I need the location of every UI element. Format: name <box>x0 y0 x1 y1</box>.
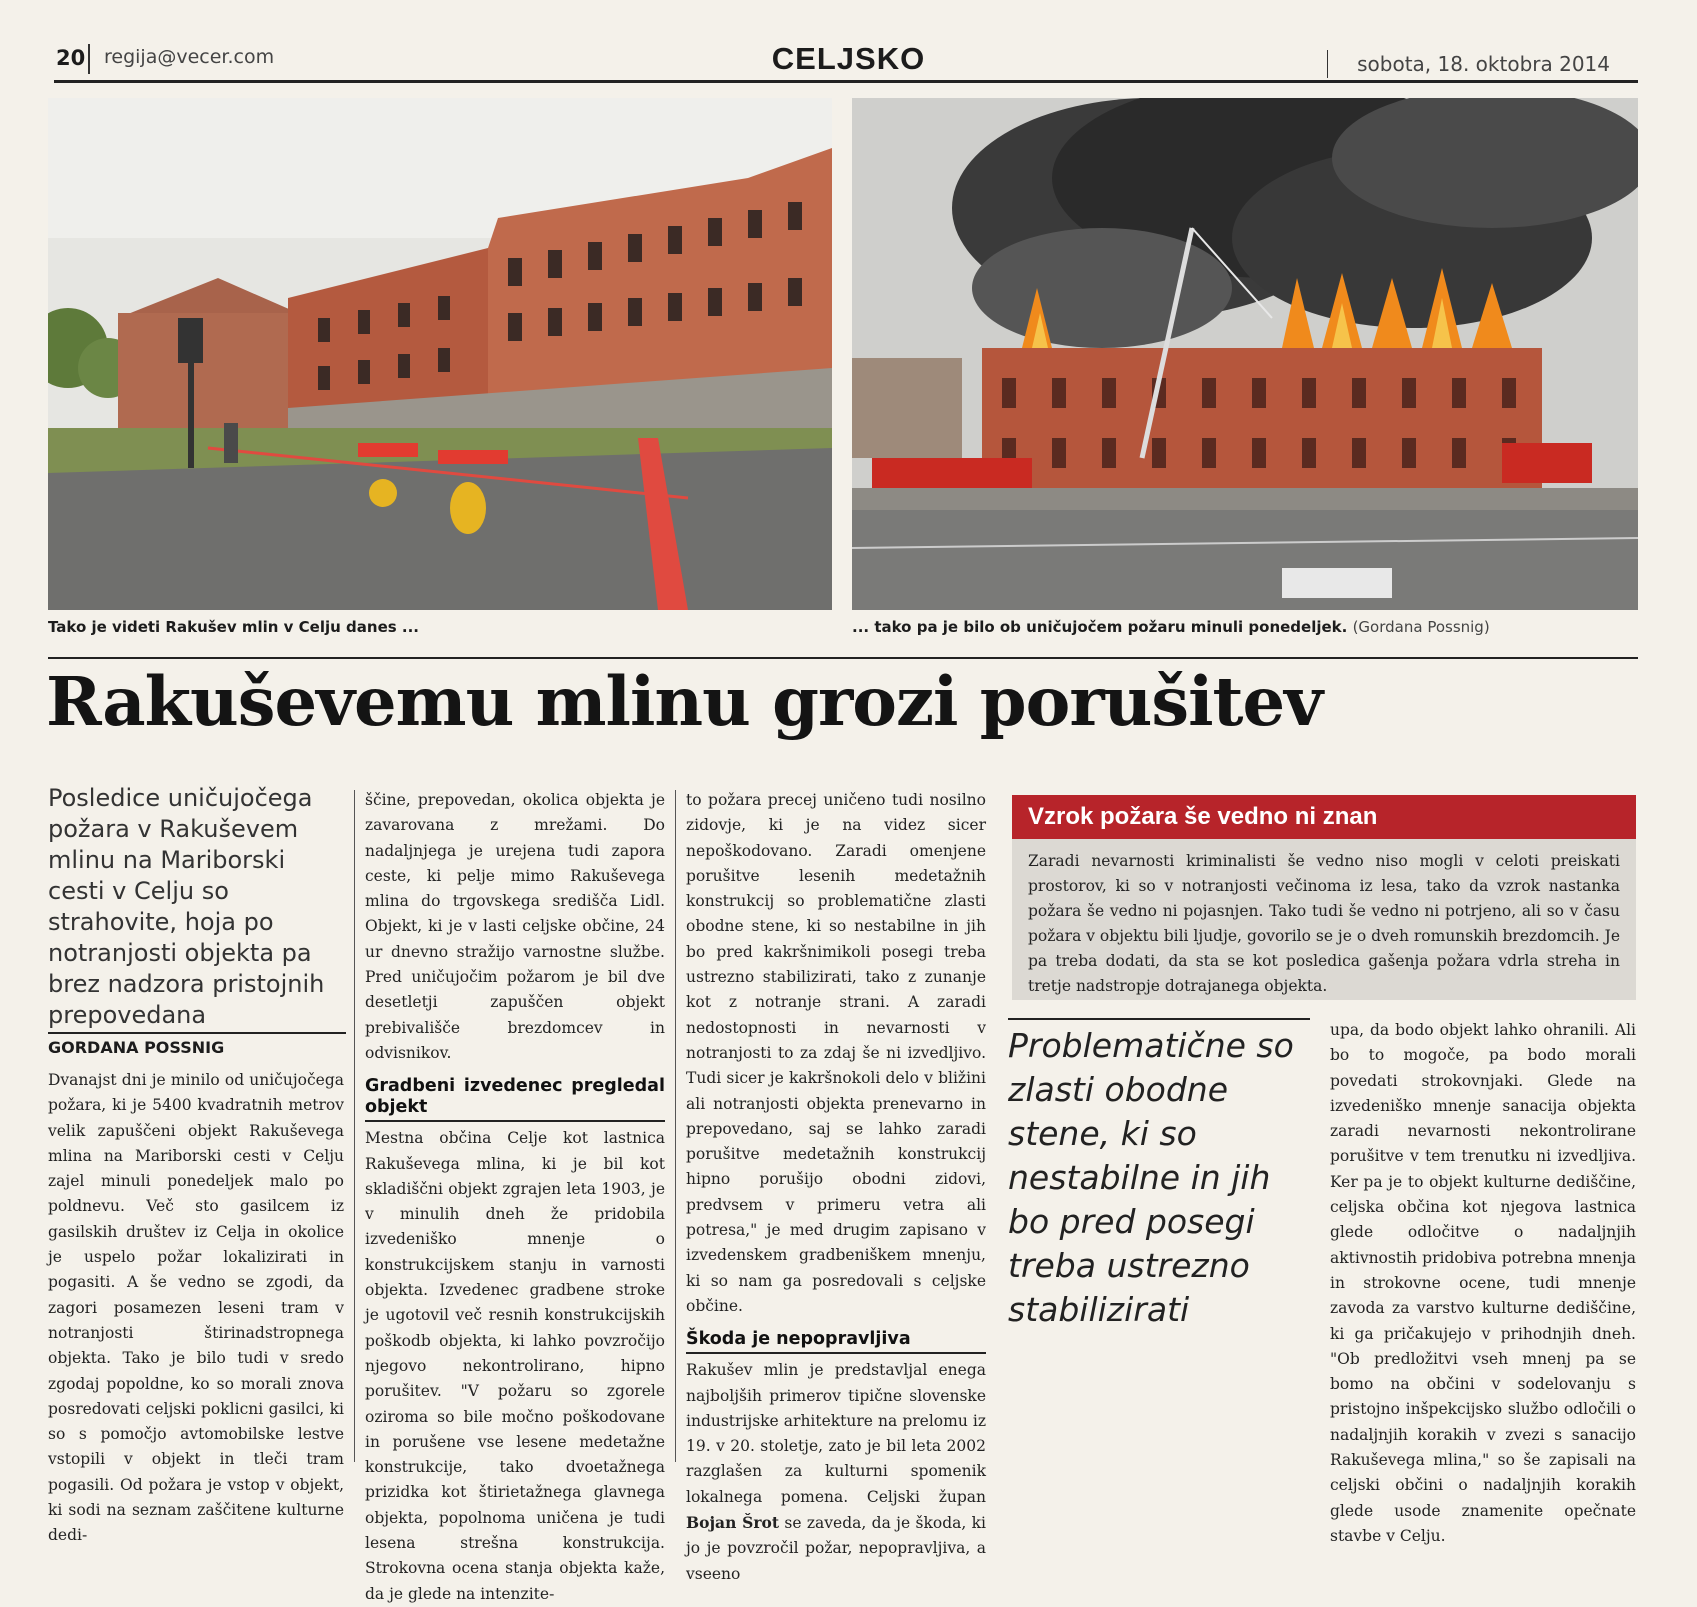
header-divider <box>1327 50 1328 78</box>
caption-text: ... tako pa je bilo ob uničujočem požaru minuli ponedeljek. <box>852 618 1348 636</box>
pull-quote: Problematične so zlasti obodne stene, ki so nestabilne in jih bo pred posegi treba ustrezno stabilizirati <box>1008 1026 1294 1329</box>
article-column-5 <box>1330 1018 1636 1549</box>
sidebar-box-title: Vzrok požara še vedno ni znan <box>1012 795 1636 839</box>
sidebar-box <box>1012 795 1636 1000</box>
column-divider <box>354 790 355 1462</box>
byline-rule <box>48 1032 346 1034</box>
subheading-rule <box>365 1120 665 1122</box>
article-column-2 <box>365 788 665 1607</box>
paragraph-text: Rakušev mlin je predstavljal enega najboljših primerov tipične slovenske industrijske arhitekture na prelomu iz 19. v 20. stoletje, zato je bil leta 2002 razglašen za kulturni spomenik lokalnega pomena. Celjski župan <box>686 1361 986 1506</box>
headline: Rakuševemu mlinu grozi porušitev <box>46 662 1323 741</box>
paragraph: upa, da bodo objekt lahko ohranili. Ali bo to mogoče, pa bodo morali povedati strokovnjaki. Glede na izvedeniško mnenje sanacija objekta zaradi nevarnosti nekontrolirane porušitve v tem trenutku ni izvedljiva. Ker pa je to objekt kulturne dediščine, celjska občina kot njegova lastnica glede odločitve o nadaljnjih aktivnostih pridobiva potrebna mnenja in strokovne ocene, tudi mnenje zavoda za varstvo kulturne dediščine, ki ga pričakujejo v prihodnjih dneh. "Ob predložitvi vseh mnenj pa se bomo na občini v sodelovanju s pristojno inšpekcijsko službo odločili o nadaljnjih korakih v zvezi s sanacijo Rakuševega mlina," so še zapisali na celjski občini o nadaljnjih korakih glede usode znamenite opečnate stavbe v Celju. <box>1330 1021 1636 1545</box>
photo-mill-fire <box>852 98 1638 610</box>
column-divider <box>675 790 676 1462</box>
mayor-name: Bojan Šrot <box>686 1513 780 1533</box>
subheading-rule <box>686 1352 986 1354</box>
byline: GORDANA POSSNIG <box>48 1038 225 1057</box>
page-number: 20 <box>56 46 86 70</box>
paragraph: Mestna občina Celje kot lastnica Rakuševega mlina, ki je bil kot skladiščni objekt zgrajen leta 1903, je v minulih dneh že pridobila izvedeniško mnenje o konstrukcijskem stanju in varnosti objekta. Izvedenec gradbene stroke je ugotovil več resnih konstrukcijskih poškodb objekta, ki lahko povzročijo njegovo nekontrolirano, hipno porušitev. "V požaru so zgorele oziroma so bile močno poškodovane in porušene vse lesene medetažne konstrukcije, tako dvoetažnega prizidka kot štirietažnega glavnega objekta, popolnoma uničena je tudi lesena strešna konstrukcija. Strokovna ocena stanja objekta kaže, da je glede na intenzite- <box>365 1129 665 1603</box>
photo-caption-left: Tako je videti Rakušev mlin v Celju danes ... <box>48 618 419 636</box>
photo-caption-right <box>852 618 1490 636</box>
article-lead: Posledice uničujočega požara v Rakuševem mlinu na Mariborski cesti v Celju so strahovite, hoja po notranjosti objekta pa brez nadzora pristojnih prepovedana <box>48 784 325 1029</box>
paragraph: to požara precej uničeno tudi nosilno zidovje, ki je na videz sicer nepoškodovano. Zaradi omenjene porušitve lesenih medetažnih konstrukcij so problematične zlasti obodne stene, ki so nestabilne in jih bo pred kakršnimikoli posegi treba ustrezno stabilizirati, tako z zunanje kot z notranje strani. A zaradi nedostopnosti in nevarnosti v notranjosti to za zdaj še ni izvedljivo. Tudi sicer je kakršnokoli delo v bližini ali notranjosti objekta prenevarno in prepovedano, saj se lahko zaradi porušitve medetažnih konstrukcij hipno porušijo obodni zidovi, predvsem v primeru vetra ali potresa," je med drugim zapisano v izvedenskem gradbeniškem mnenju, ki so nam ga posredovali s celjske občine. <box>686 791 986 1315</box>
headline-rule <box>48 657 1638 659</box>
header-rule <box>54 80 1638 83</box>
paragraph: ščine, prepovedan, okolica objekta je zavarovana z mrežami. Do nadaljnjega je urejena tudi zapora ceste, ki pelje mimo Rakuševega mlina do trgovskega središča Lidl. Objekt, ki je v lasti celjske občine, 24 ur dnevno stražijo varnostne službe. Pred uničujočim požarom je bil dve desetletji zapuščen objekt prebivališče brezdomcev in odvisnikov. <box>365 791 665 1062</box>
article-column-3 <box>686 788 986 1587</box>
paragraph <box>686 1358 986 1587</box>
subheading: Gradbeni izvedenec pregledal objekt <box>365 1076 665 1118</box>
sidebar-box-text: Zaradi nevarnosti kriminalisti še vedno niso mogli v celoti preiskati prostorov, ki so v notranjosti večinoma iz lesa, tako da vzrok nastanka požara še vedno ni pojasnjen. Tako tudi še vedno ni potrjeno, ali so v času požara v objektu bili ljudje, govorilo se je o dveh romunskih brezdomcih. Je pa treba dodati, da sta se kot posledica gašenja požara vdrla streha in tretje nadstropje dotrajanega objekta. <box>1028 852 1620 995</box>
photo-credit: (Gordana Possnig) <box>1352 618 1490 636</box>
subheading: Škoda je nepopravljiva <box>686 1329 911 1350</box>
paragraph-text: se zaveda, da je škoda, ki jo je povzročil požar, nepopravljiva, a vseeno <box>686 1514 986 1583</box>
header-email: regija@vecer.com <box>104 46 275 68</box>
article-column-1 <box>48 1068 344 1549</box>
paragraph: Dvanajst dni je minilo od uničujočega požara, ki je 5400 kvadratnih metrov velik zapuščeni objekt Rakuševega mlina na Mariborski cesti v Celju zajel minuli ponedeljek malo po poldnevu. Več sto gasilcem iz gasilskih društev iz Celja in okolice je uspelo požar lokalizirati in pogasiti. A še vedno se zgodi, da zagori posamezen leseni tram v notranjosti štirinadstropnega objekta. Tako je bilo tudi v sredo zgodaj popoldne, ko so morali znova posredovati celjski poklicni gasilci, ki so s pomočjo avtomobilske lestve vstopili v objekt in tleči tram pogasili. Od požara je vstop v objekt, ki sodi na seznam zaščitene kulturne dedi- <box>48 1071 344 1545</box>
pull-quote-rule <box>1008 1018 1310 1020</box>
section-title: CELJSKO <box>771 41 926 76</box>
photo-mill-today <box>48 98 832 610</box>
header-date: sobota, 18. oktobra 2014 <box>1357 52 1610 76</box>
